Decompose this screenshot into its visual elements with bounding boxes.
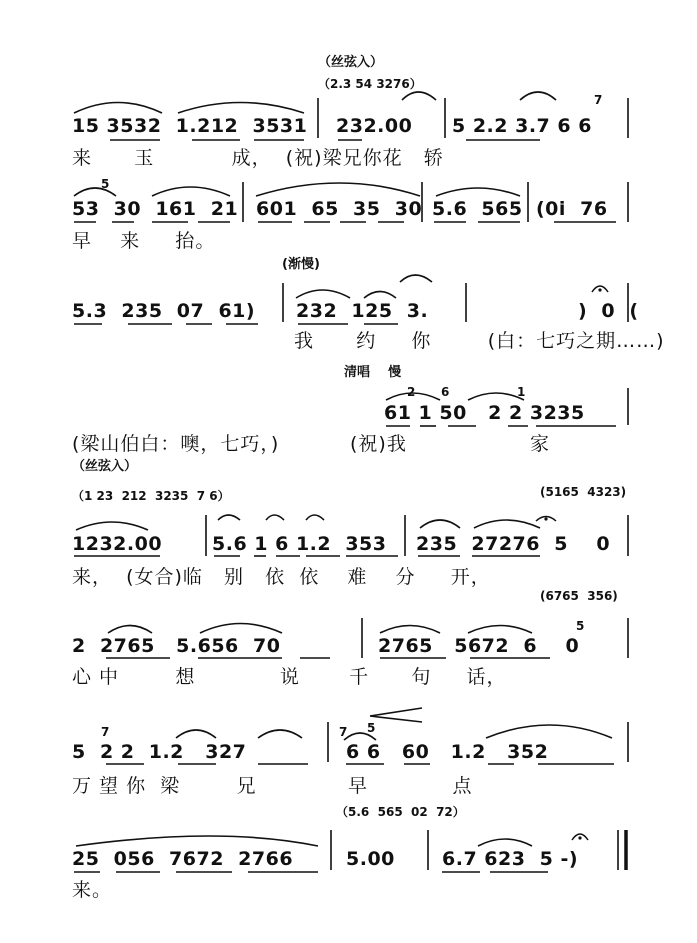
notation-line-7a: 5 2 2 1.2 327	[72, 741, 247, 763]
notation-line-2c: 5.6 565	[432, 198, 523, 220]
notation-line-1c: 5 2.2 3.7 6 6	[452, 115, 592, 137]
notation-line-6a: 2 2765 5.656 70	[72, 635, 281, 657]
notation-line-1b: 232.00	[336, 115, 413, 137]
aux-melody-notes: (5165 4323)	[540, 485, 627, 499]
notation-line-8b: 5.00	[346, 848, 395, 870]
grace-note: 7	[594, 93, 603, 107]
notation-line-5c: 235 27276 5 0	[416, 533, 611, 555]
notation-line-5a: 1232.00	[72, 533, 163, 555]
grace-note: 1	[517, 385, 526, 399]
notation-line-2d: (0i 76	[536, 198, 608, 220]
lyrics-line-5: 来， (女合)临 别 依 依 难 分 开，	[72, 566, 491, 588]
grace-note: 7	[339, 725, 348, 739]
grace-note: 7	[101, 725, 110, 739]
lyrics-line-4b: 家	[530, 433, 551, 455]
lyrics-line-7: 万 望 你 梁 兄 早 点	[72, 775, 473, 797]
lyrics-line-4a: (祝)我	[350, 433, 407, 455]
notation-line-6b: 2765 5672 6 0	[378, 635, 580, 657]
notation-line-3b: 232 125 3.	[296, 300, 429, 322]
notation-line-3c: ) 0 (	[578, 300, 639, 322]
grace-note: 5	[101, 177, 110, 191]
notation-line-4: 61 1 50 2 2 3235	[384, 402, 585, 424]
instrumental-prelude-notes: （2.3 54 3276）	[318, 77, 422, 91]
spoken-line: (梁山伯白：噢，七巧，)	[72, 433, 280, 455]
performance-marks: 清唱 慢	[344, 365, 402, 380]
notation-line-3a: 5.3 235 07 61)	[72, 300, 256, 322]
grace-note: 6	[441, 385, 450, 399]
instrumental-prelude-notes: （1 23 212 3235 7 6）	[72, 489, 230, 503]
instrument-entry-note: （丝弦入）	[318, 55, 384, 70]
instrument-entry-note: （丝弦入）	[72, 459, 138, 474]
grace-note: 2	[407, 385, 416, 399]
aux-melody-notes: (6765 356)	[540, 589, 618, 603]
lyrics-line-1: 来 玉 成， (祝)梁兄你花 轿	[72, 147, 444, 169]
notation-line-5b: 5.6 1 6 1.2 353	[212, 533, 387, 555]
instrumental-notes: （5.6 565 02 72）	[336, 805, 465, 819]
notation-line-7b: 6 6 60 1.2 352	[346, 741, 549, 763]
notation-line-8c: 6.7 623 5 -)	[442, 848, 579, 870]
notation-line-1a: 15 3532 1.212 3531	[72, 115, 308, 137]
lyrics-line-3: 我 约 你 (白：七巧之期……)	[294, 330, 665, 352]
lyrics-line-8: 来。	[72, 879, 113, 901]
notation-line-2a: 53 30 161 21	[72, 198, 239, 220]
lyrics-line-2: 早 来 抬。	[72, 230, 216, 252]
grace-note: 5	[576, 619, 585, 633]
tempo-marking: (渐慢)	[282, 257, 320, 272]
grace-note: 5	[367, 721, 376, 735]
notation-line-2b: 601 65 35 30	[256, 198, 423, 220]
lyrics-line-6: 心 中 想 说 千 句 话，	[72, 666, 507, 688]
notation-line-8a: 25 056 7672 2766	[72, 848, 294, 870]
